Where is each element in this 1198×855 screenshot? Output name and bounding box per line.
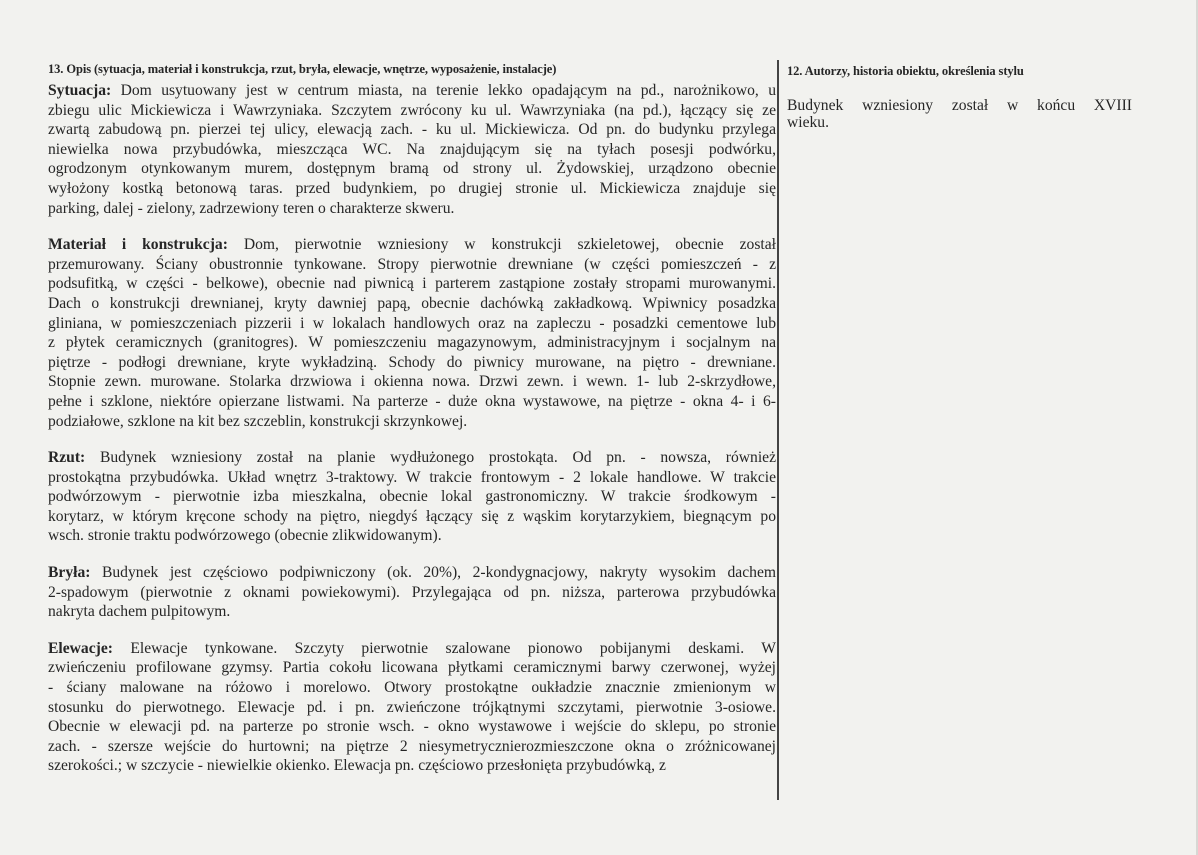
text-line: wsch. stronie traktu podwórzowego (obecnie zlikwidowanym). [48,527,442,545]
paragraph-text: Budynek jest częściowo podpiwniczony (ok. 20%), 2-kondygnacjowy, nakryty wysokim dachem [90,564,776,582]
text-line: Budynek wzniesiony został w końcu XVIII [787,97,1132,114]
paragraph-text: Dom usytuowany jest w centrum miasta, na terenie lekko opadającym na pd., narożnikowo, u [111,82,776,99]
text-line: parking, dalej - zielony, zadrzewiony teren o charakterze skweru. [48,199,455,217]
text-line: stosunku do pierwotnego. Elewacje pd. i pn. zwieńczone trójkątnymi szczytami, pierwotnie 3-osiowe. [48,698,776,716]
description-paragraph [48,448,776,546]
section-13-heading: 13. Opis (sytuacja, materiał i konstrukcja, rzut, bryła, elewacje, wnętrze, wyposażenie, instalacje) [48,62,557,76]
text-line: z płytek ceramicznych (granitogres). W pomieszczeniu magazynowym, administracyjnym i socjalnym na [48,334,776,352]
section-12-authors-history [787,64,1132,148]
text-line: ogrodzonym otynkowanym murem, dostępnym bramą od strony ul. Żydowskiej, urządzono obecnie [48,160,776,178]
text-line: korytarz, w którym kręcone schody na piętro, niegdyś łączący się z wąskim korytarzykiem, biegnącym po [48,507,776,525]
paragraph-label: Bryła: [48,564,91,582]
text-line: przemurowany. Ściany obustronnie tynkowane. Stropy pierwotnie drewniane (w części pomieszczeń - z [48,255,776,273]
text-line [48,639,776,659]
text-line: zwartą zabudową pn. pierzei tej ulicy, elewacją zach. - ku ul. Mickiewicza. Od pn. do budynku przylega [48,121,776,139]
text-line: zwieńczeniu profilowane gzymsy. Partia cokołu licowana płytkami ceramicznymi barwy czerwonej, wyżej [48,659,776,677]
text-line: piętrze - podłogi drewniane, kryte wykładziną. Schody do piwnicy murowane, na piętro - drewniane. [48,353,776,371]
section-12-heading: 12. Autorzy, historia obiektu, określenia stylu [787,64,1024,78]
text-line: niewielka nowa przybudówka, mieszcząca WC. Na znajdującym się na tyłach posesji podwórku, [48,140,776,158]
text-line: zach. - szersze wejście do hurtowni; na piętrze 2 niesymetrycznierozmieszczone okna o zróżnicowanej [48,737,776,755]
paragraph-text: Elewacje tynkowane. Szczyty pierwotnie szalowane pionowo pobijanymi deskami. W [112,639,776,657]
paragraph-text: Budynek wzniesiony został na planie wydłużonego prostokąta. Od pn. - nowsza, również [85,449,776,467]
description-paragraph [48,81,776,218]
text-line: Dach o konstrukcji drewnianej, kryty dawniej papą, obecnie dachówką zakładkową. Wpiwnicy posadzka [48,294,776,312]
text-line: - ściany malowane na różowo i morelowo. Otwory prostokątne oukładzie znacznie zmienionym w [48,679,776,697]
text-line: zbiegu ulic Mickiewicza i Wawrzyniaka. Szczytem zwrócony ku ul. Wawrzyniaka (na pd.), łączący się ze [48,101,776,119]
description-paragraph [48,639,776,776]
paragraph-label: Elewacje: [48,639,113,657]
paragraph-label: Materiał i konstrukcja: [48,236,228,254]
text-line: podziałowe, szklone na kit bez szczeblin, konstrukcji skrzynkowej. [48,412,468,430]
text-line: szerokości.; w szczycie - niewielkie okienko. Elewacja pn. częściowo przesłonięta przybudówką, z [48,757,666,775]
text-line: Obecnie w elewacji pd. na parterze po stronie wsch. - okno wystawowe i wejście do sklepu, po stronie [48,718,776,736]
text-line [48,448,776,468]
paragraph-text: Dom, pierwotnie wzniesiony w konstrukcji szkieletowej, obecnie został [227,236,777,254]
section-12-body [787,97,1132,131]
text-line: podsufitką, w części - belkowe), obecnie nad piwnicą i parterem zastąpione zostały stropami murowanymi. [48,275,776,293]
text-line: nakryta dachem pulpitowym. [48,603,231,621]
description-paragraph [48,563,776,622]
text-line: prostokątna przybudówka. Układ wnętrz 3-traktowy. W trakcie frontowym - 2 lokale handlowe. W trakcie [48,468,776,486]
text-line [48,235,776,255]
description-paragraph [48,235,776,431]
section-13-description [48,62,776,793]
text-line: wyłożony kostką betonową taras. przed budynkiem, po drugiej stronie ul. Mickiewicza znajduje się [48,179,776,197]
text-line: 2-spadowym (pierwotnie z oknami powiekowymi). Przylegająca od pn. niższa, parterowa przybudówka [48,583,776,601]
paragraph-label: Sytuacja: [48,82,112,99]
text-line: Stopnie zewn. murowane. Stolarka drzwiowa i okienna nowa. Drzwi zewn. i wewn. 1- lub 2-skrzydłowe, [48,373,776,391]
text-line: wieku. [787,114,830,131]
text-line [48,81,776,101]
text-line [48,563,776,583]
text-line: podwórzowym - pierwotnie izba mieszkalna, obecnie lokal gastronomiczny. W trakcie środkowym - [48,488,776,506]
text-line: gliniana, w pomieszczeniach pizzerii i w lokalach handlowych oraz na zapleczu - posadzki cementowe lub [48,314,776,332]
paragraph-label: Rzut: [48,449,86,467]
column-divider [777,60,779,800]
text-line: pełne i szklone, niektóre opierzane listwami. Na parterze - duże okna wystawowe, na piętrze - okna 4- i 6- [48,392,776,410]
